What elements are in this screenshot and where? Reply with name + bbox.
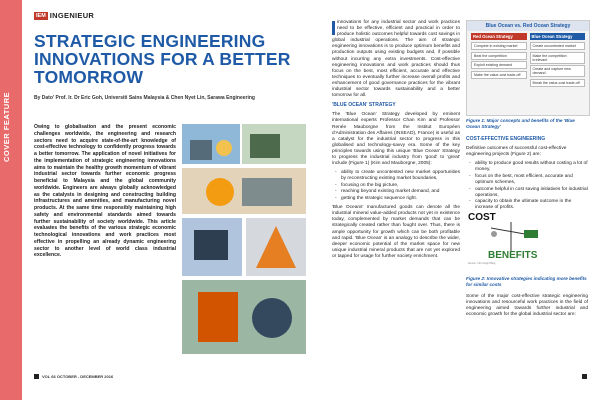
section-tag xyxy=(34,11,94,20)
figure-2-cost-benefits xyxy=(466,212,556,272)
blue-ocean-row: Break the value-cost trade-off xyxy=(530,79,586,87)
red-ocean-row: Beat the competition xyxy=(471,52,527,60)
cost-effective-list xyxy=(466,161,588,211)
dropcap-bar xyxy=(332,21,335,35)
list-item: - reaching beyond existing market demand, and xyxy=(341,189,460,195)
blue-ocean-paragraph: The 'Blue Ocean' Strategy developed by eminent international experts Professor Chan Kim and Professor Renée Mauborgne from the Institut Européen d'Administration des Affaires (INSEAD), France) is useful as a catalyst for the industrial sector to progress in this globalised and technology-savvy era. Some of the key principles towards using this unique 'Blue Ocean' Strategy to progress the industrial industry from 'good' to 'great' include (Figure 1) (Kim and Mauborgne, 2005): xyxy=(332,112,460,167)
blue-ocean-row: Create uncontested market xyxy=(530,42,586,50)
page-marker xyxy=(34,374,39,379)
red-ocean-row: Make the value-cost trade-off xyxy=(471,71,527,79)
page-marker-right xyxy=(582,374,587,379)
red-ocean-row: Exploit existing demand xyxy=(471,61,527,69)
section-side-label: COVER FEATURE xyxy=(2,91,11,163)
mid-intro-paragraph: innovations for any industrial sector and work practices need to be effective, efficient and practical in order to produce holistic outcomes helpful towards cost savings in global industrial operations. The aim of strategic engineering innovations is to produce optimum benefits and production outputs using existing budgets and, if possible without incurring any extra investments. Cost-effective engineering innovations and work practices should thus focus on the best, most efficient, accurate and effective techniques to eventually further increase overall profits and enhancement of good governance practices for the vibrant industrial sector towards sustainability and a better tomorrow for all. xyxy=(332,20,460,99)
list-item: - getting the strategic sequence right. xyxy=(341,196,460,202)
cost-word: COST xyxy=(468,212,496,223)
list-item: - focusing on the big picture, xyxy=(341,183,460,189)
blue-ocean-header: Blue Ocean Strategy xyxy=(530,33,586,40)
blue-ocean-column xyxy=(530,33,586,88)
article-lede: Owing to globalisation and the present economic challenges worldwide, the engineering and research sectors need to acquire state-of-the-art knowledge of cost-effective technology to confidently progress towards a better tomorrow. The application of novel initiatives for the implementation of strategic engineering innovations aims to maintain the healthy growth momentum of vibrant industrial sector towards further economic progress beneficial to Malaysia and the global community worldwide. Engineers are always globally acknowledged as the catalysts in designing and constructing building infrastructures and amenities, and manufacturing novel products. At the same time responsibly maintaining high safety and environmental standards aimed towards further sustainability of society worldwide. This article evaluates the benefits of the various strategic economic technological innovations and work practices most effective in propelling an already dynamic engineering sector to another level of world class industrial excellence. xyxy=(34,124,176,259)
red-ocean-row: Compete in existing market xyxy=(471,42,527,50)
article-title: STRATEGIC ENGINEERING INNOVATIONS FOR A BETTER TOMORROW xyxy=(34,31,291,87)
side-band xyxy=(0,0,22,400)
right-bottom-paragraph: Some of the major cost-effective strategic engineering innovations and resourceful work practices in the field of engineering aimed towards further industrial and economic growth for the global industrial sector are: xyxy=(466,294,588,318)
list-item: - focus on the best, most efficient, accurate and optimum schemes, xyxy=(475,174,588,186)
cost-effective-subhead: COST-EFFECTIVE ENGINEERING xyxy=(466,136,546,142)
figure-1-title: Blue Ocean vs. Red Ocean Strategy xyxy=(467,21,589,31)
photo-collage xyxy=(180,122,308,357)
footer-issue: VOL 66 OCTOBER - DECEMBER 2016 xyxy=(42,374,114,379)
list-item: - ability to produce good results without costing a lot of money, xyxy=(475,161,588,173)
iem-logo-box: IEM xyxy=(36,12,46,19)
section-label: INGENIEUR xyxy=(49,11,95,20)
article-byline: By Dato' Prof. Ir. Dr Eric Goh, Universiti Sains Malaysia & Chen Nyet Lin, Sarawa Engineering xyxy=(34,95,255,101)
red-ocean-header: Red Ocean Strategy xyxy=(471,33,527,40)
blue-ocean-row: Create and capture new demand xyxy=(530,65,586,77)
figure-2-caption: Figure 2: Innovative strategies indicating more benefits for similar costs xyxy=(466,276,587,287)
collage-illustration xyxy=(180,122,308,357)
blue-ocean-row: Make the competition irrelevant xyxy=(530,52,586,64)
figure-2-source: Source: 123 Insight Blog xyxy=(468,262,496,265)
list-item: - capacity to obtain the ultimate outcome in the increase of profits. xyxy=(475,199,588,211)
cost-effective-intro: Definitive outcomes of successful cost-effective engineering projects (Figure 2) are: xyxy=(466,146,567,158)
figure-1-ocean-strategy xyxy=(466,20,590,116)
list-item: - outcome helpful in cost saving initiatives for industrial operations, xyxy=(475,187,588,199)
benefits-word: BENEFITS xyxy=(488,250,538,261)
blue-ocean-paragraph-2: 'Blue Oceans' manufactured goods can denote all the industrial mineral value-added products not yet in existence today, complemented by market demands that can be strategically created rather than fought over. Thus, there is ample opportunity for growth which can be both profitable and rapid. 'Blue Ocean' is an analogy to describe the wider, deeper economic potential of the market space for new unique industrial mineral products that are not yet explored or tapped for usage for further society enrichment. xyxy=(332,205,460,259)
figure-1-caption: Figure 1: Major concepts and benefits of the 'Blue Ocean Strategy' xyxy=(466,118,575,129)
list-item: - ability to create uncontested new market opportunities by reconstructing existing market boundaries, xyxy=(341,170,460,182)
middle-column xyxy=(332,20,460,263)
blue-ocean-subhead: 'BLUE OCEAN' STRATEGY xyxy=(332,102,396,109)
footer xyxy=(34,374,113,379)
red-ocean-column xyxy=(471,33,527,88)
blue-ocean-list xyxy=(332,170,460,202)
right-column xyxy=(466,136,588,215)
